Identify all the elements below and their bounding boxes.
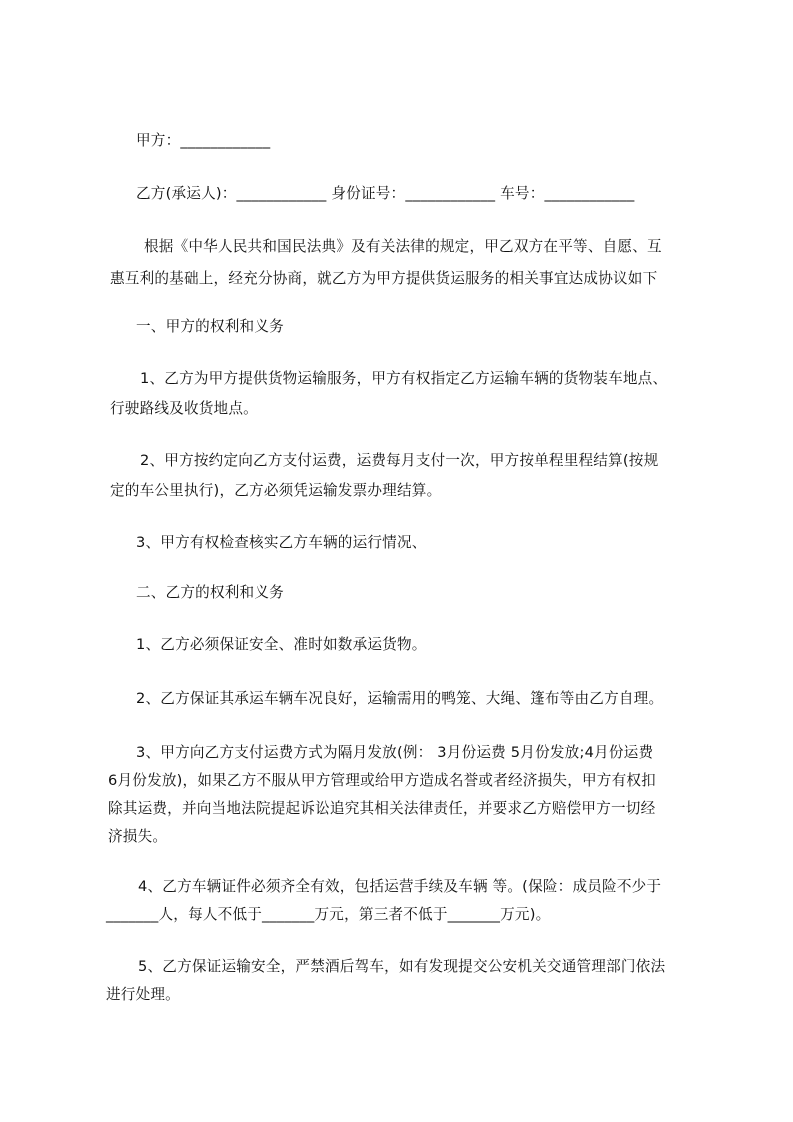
s2-item1-line1: 1、乙方必须保证安全、准时如数承运货物。: [136, 636, 427, 653]
section1-heading: 一、甲方的权利和义务: [136, 318, 284, 335]
s1-item3-line1: 3、甲方有权检查核实乙方车辆的运行情况、: [136, 534, 427, 551]
s1-item2-line1: 2、甲方按约定向乙方支付运费，运费每月支付一次，甲方按单程里程结算(按规: [140, 452, 659, 469]
s2-item3-line2: 6月份发放)，如果乙方不服从甲方管理或给甲方造成名誉或者经济损失，甲方有权扣: [108, 772, 656, 789]
party-b-line: 乙方(承运人)：____________ 身份证号：____________ 车号：____________: [136, 185, 635, 202]
preamble-line-2: 惠互利的基础上，经充分协商，就乙方为甲方提供货运服务的相关事宜达成协议如下: [110, 270, 658, 287]
s1-item2-line2: 定的车公里执行)，乙方必须凭运输发票办理结算。: [110, 482, 442, 499]
s1-item1-line2: 行驶路线及收货地点。: [110, 400, 258, 417]
s2-item3-line3: 除其运费，并向当地法院提起诉讼追究其相关法律责任，并要求乙方赔偿甲方一切经: [108, 800, 656, 817]
s2-item5-line1: 5、乙方保证运输安全，严禁酒后驾车，如有发现提交公安机关交通管理部门依法: [138, 958, 666, 975]
s2-item4-line1: 4、乙方车辆证件必须齐全有效，包括运营手续及车辆 等。(保险：成员险不少于: [138, 878, 662, 895]
s2-item2-line1: 2、乙方保证其承运车辆车况良好，运输需用的鸭笼、大绳、篷布等由乙方自理。: [136, 690, 664, 707]
s2-item3-line1: 3、甲方向乙方支付运费方式为隔月发放(例： 3月份运费 5月份发放;4月份运费: [136, 744, 654, 761]
preamble-line-1: 根据《中华人民共和国民法典》及有关法律的规定，甲乙双方在平等、自愿、互: [144, 238, 662, 255]
party-a-line: 甲方：____________: [136, 132, 271, 149]
s1-item1-line1: 1、乙方为甲方提供货物运输服务，甲方有权指定乙方运输车辆的货物装车地点、: [140, 370, 668, 387]
s2-item5-line2: 进行处理。: [106, 986, 180, 1003]
s2-item4-line2: _______人，每人不低于_______万元，第三者不低于_______万元)。: [106, 906, 551, 923]
s2-item3-line4: 济损失。: [108, 828, 168, 845]
section2-heading: 二、乙方的权利和义务: [136, 584, 284, 601]
